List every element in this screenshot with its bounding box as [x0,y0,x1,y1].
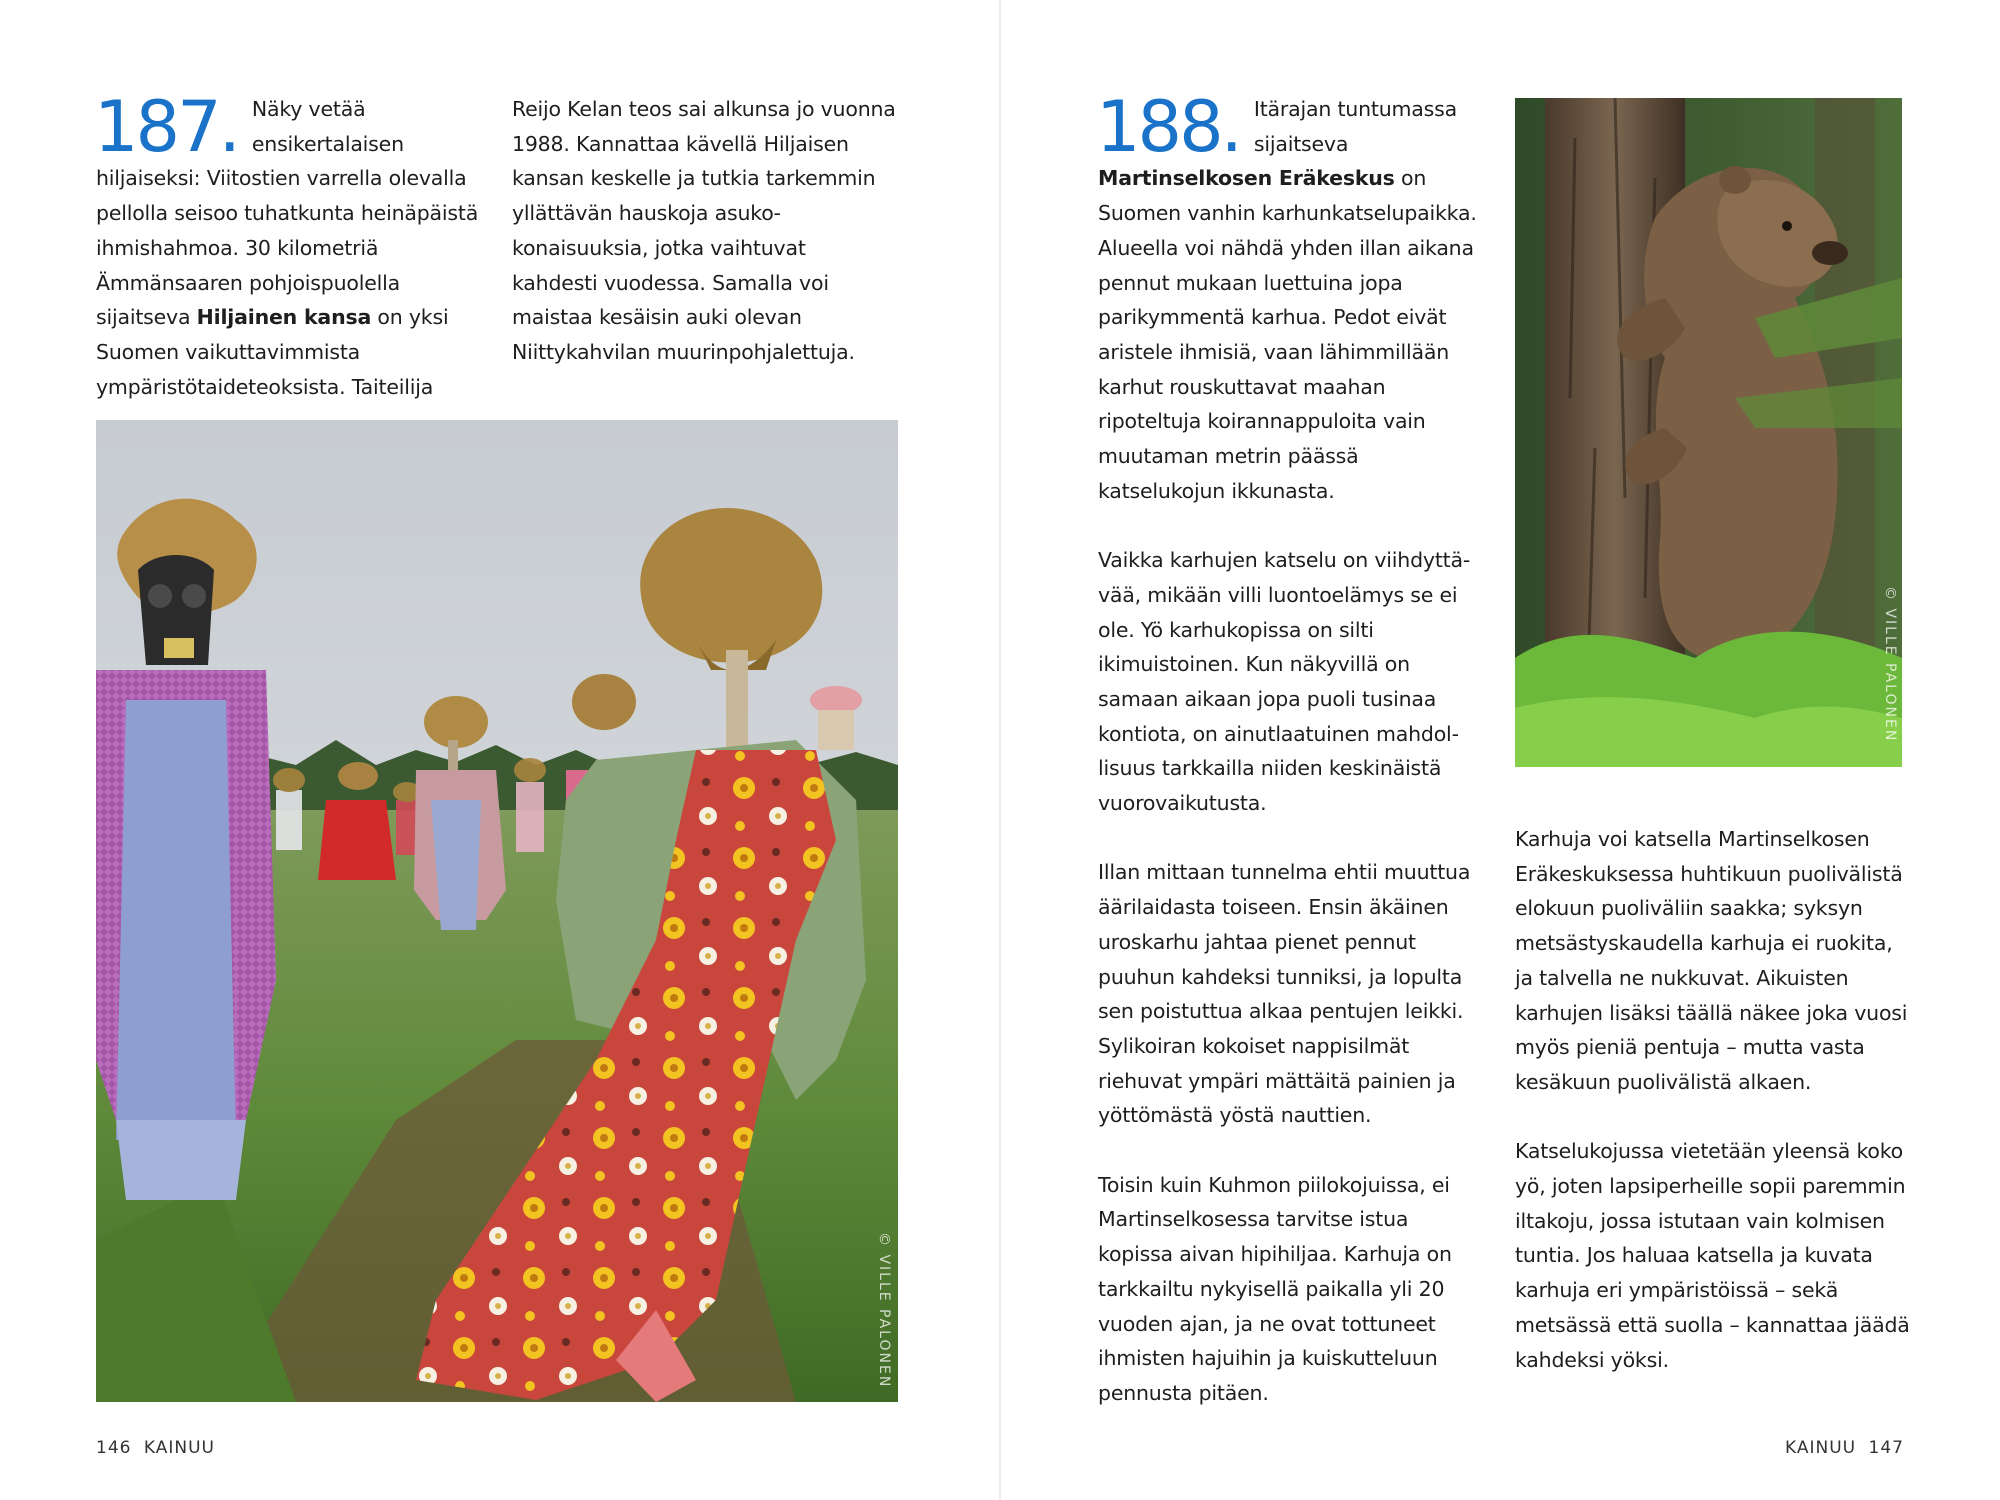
entry-188-paragraph-2: Vaikka karhujen katselu on viihdyttävää, mikään villi luontoelämys se ei ole. Yö karhukopissa on silti ikimuistoinen. Kun näkyvillä on samaan aikaan jopa puoli tusinaa kontiota, on ainutlaatuinen mahdollisuus tarkkailla niiden keskinäistä vuorovaikutusta. [1098,548,1471,816]
bear-photo [1515,98,1902,767]
folio-right [1785,1438,1904,1458]
page-number-146: 146 [96,1438,132,1458]
entry-188-column-2 [1515,822,1915,1377]
section-name-right: KAINUU [1785,1438,1857,1458]
entry-188-paragraph-1: Itärajan tuntumassa sijaitseva Martinselkosen Eräkeskus on Suomen vanhin karhunkatselupaikka. Alueella voi nähdä yhden illan aikana pennut mukaan luettuina jopa parikymmentä karhua. Pedot eivät aristele ihmisiä, vaan lähimmillään karhut rouskuttavat maahan ripoteltuja koirannappuloita vain muutaman metrin päässä katselukojun ikkunasta. [1098,97,1477,503]
entry-187-text: Näky vetää ensikertalaisen hiljaiseksi: Viitostien varrella olevalla pellolla seisoo tuhatkunta heinäpäistä ihmishahmoa. 30 kilometriä Ämmänsaaren pohjoispuolella sijaitseva Hiljainen kansa on yksi Suomen vaikuttavimmista ympäristötaideteoksista. Taiteilija [96,97,479,399]
entry-188-paragraph-4: Toisin kuin Kuhmon piilokojuissa, ei Martinselkosessa tarvitse istua kopissa aivan hipihiljaa. Karhuja on tarkkailtu nykyisellä paikalla yli 20 vuoden ajan, ja ne ovat tottuneet ihmisten hajuihin ja kuiskutteluun pennusta pitäen. [1098,1172,1452,1405]
photo-credit-right: © VILLE PALONEN [1882,586,1898,743]
entry-187-column-2 [512,92,897,370]
gutter [999,0,1001,1500]
photo-credit-left: © VILLE PALONEN [876,1232,892,1389]
entry-188-paragraph-5: Karhuja voi katsella Martinselkosen Eräkeskuksessa huhtikuun puolivälistä elokuun puoliväliin saakka; syksyn metsästyskaudella karhuja ei ruokita, ja talvella ne nukkuvat. Aikuisten karhujen lisäksi täällä näkee joka vuosi myös pieniä pentuja – mutta vasta kesäkuun puolivälistä alkaen. [1515,827,1908,1094]
entry-number-187: 187. [94,86,238,168]
scarecrow-field-photo [96,420,898,1402]
place-name-hiljainen-kansa: Hiljainen kansa [196,305,372,330]
folio-left [96,1438,215,1458]
bear-illustration [1515,98,1902,767]
page-number-147: 147 [1868,1438,1904,1458]
entry-187-text-cont: Reijo Kelan teos sai alkunsa jo vuonna 1988. Kannattaa kävellä Hiljaisen kansan keskelle ja tutkia tarkemmin yllättävän hauskoja asukokonaisuuksia, jotka vaihtuvat kahdesti vuodessa. Samalla voi maistaa kesäisin auki olevan Niittykahvilan muurinpohjalettuja. [512,97,896,364]
entry-187-column-1 [94,86,481,404]
entry-number-188: 188. [1096,86,1240,168]
entry-188-column-1 [1096,86,1486,1411]
entry-188-paragraph-6: Katselukojussa vietetään yleensä koko yö, joten lapsiperheille sopii paremmin iltakoju, jossa istutaan vain kolmisen tuntia. Jos haluaa katsella ja kuvata karhuja eri ympäristöissä – sekä metsässä että suolla – kannattaa jäädä kahdeksi yöksi. [1515,1139,1910,1372]
entry-188-paragraph-3: Illan mittaan tunnelma ehtii muuttua äärilaidasta toiseen. Ensin äkäinen uroskarhu jahtaa pienet pennut puuhun kahdeksi tunniksi, ja lopulta sen poistuttua alkaa pentujen leikki. Sylikoiran kokoiset nappisilmät riehuvat ympäri mättäitä painien ja yöttömästä yöstä nauttien. [1098,860,1471,1128]
scarecrow-illustration [96,420,898,1402]
place-name-martinselkosen-erakeskus: Martinselkosen Eräkeskus [1098,166,1395,191]
section-name-left: KAINUU [143,1438,215,1458]
